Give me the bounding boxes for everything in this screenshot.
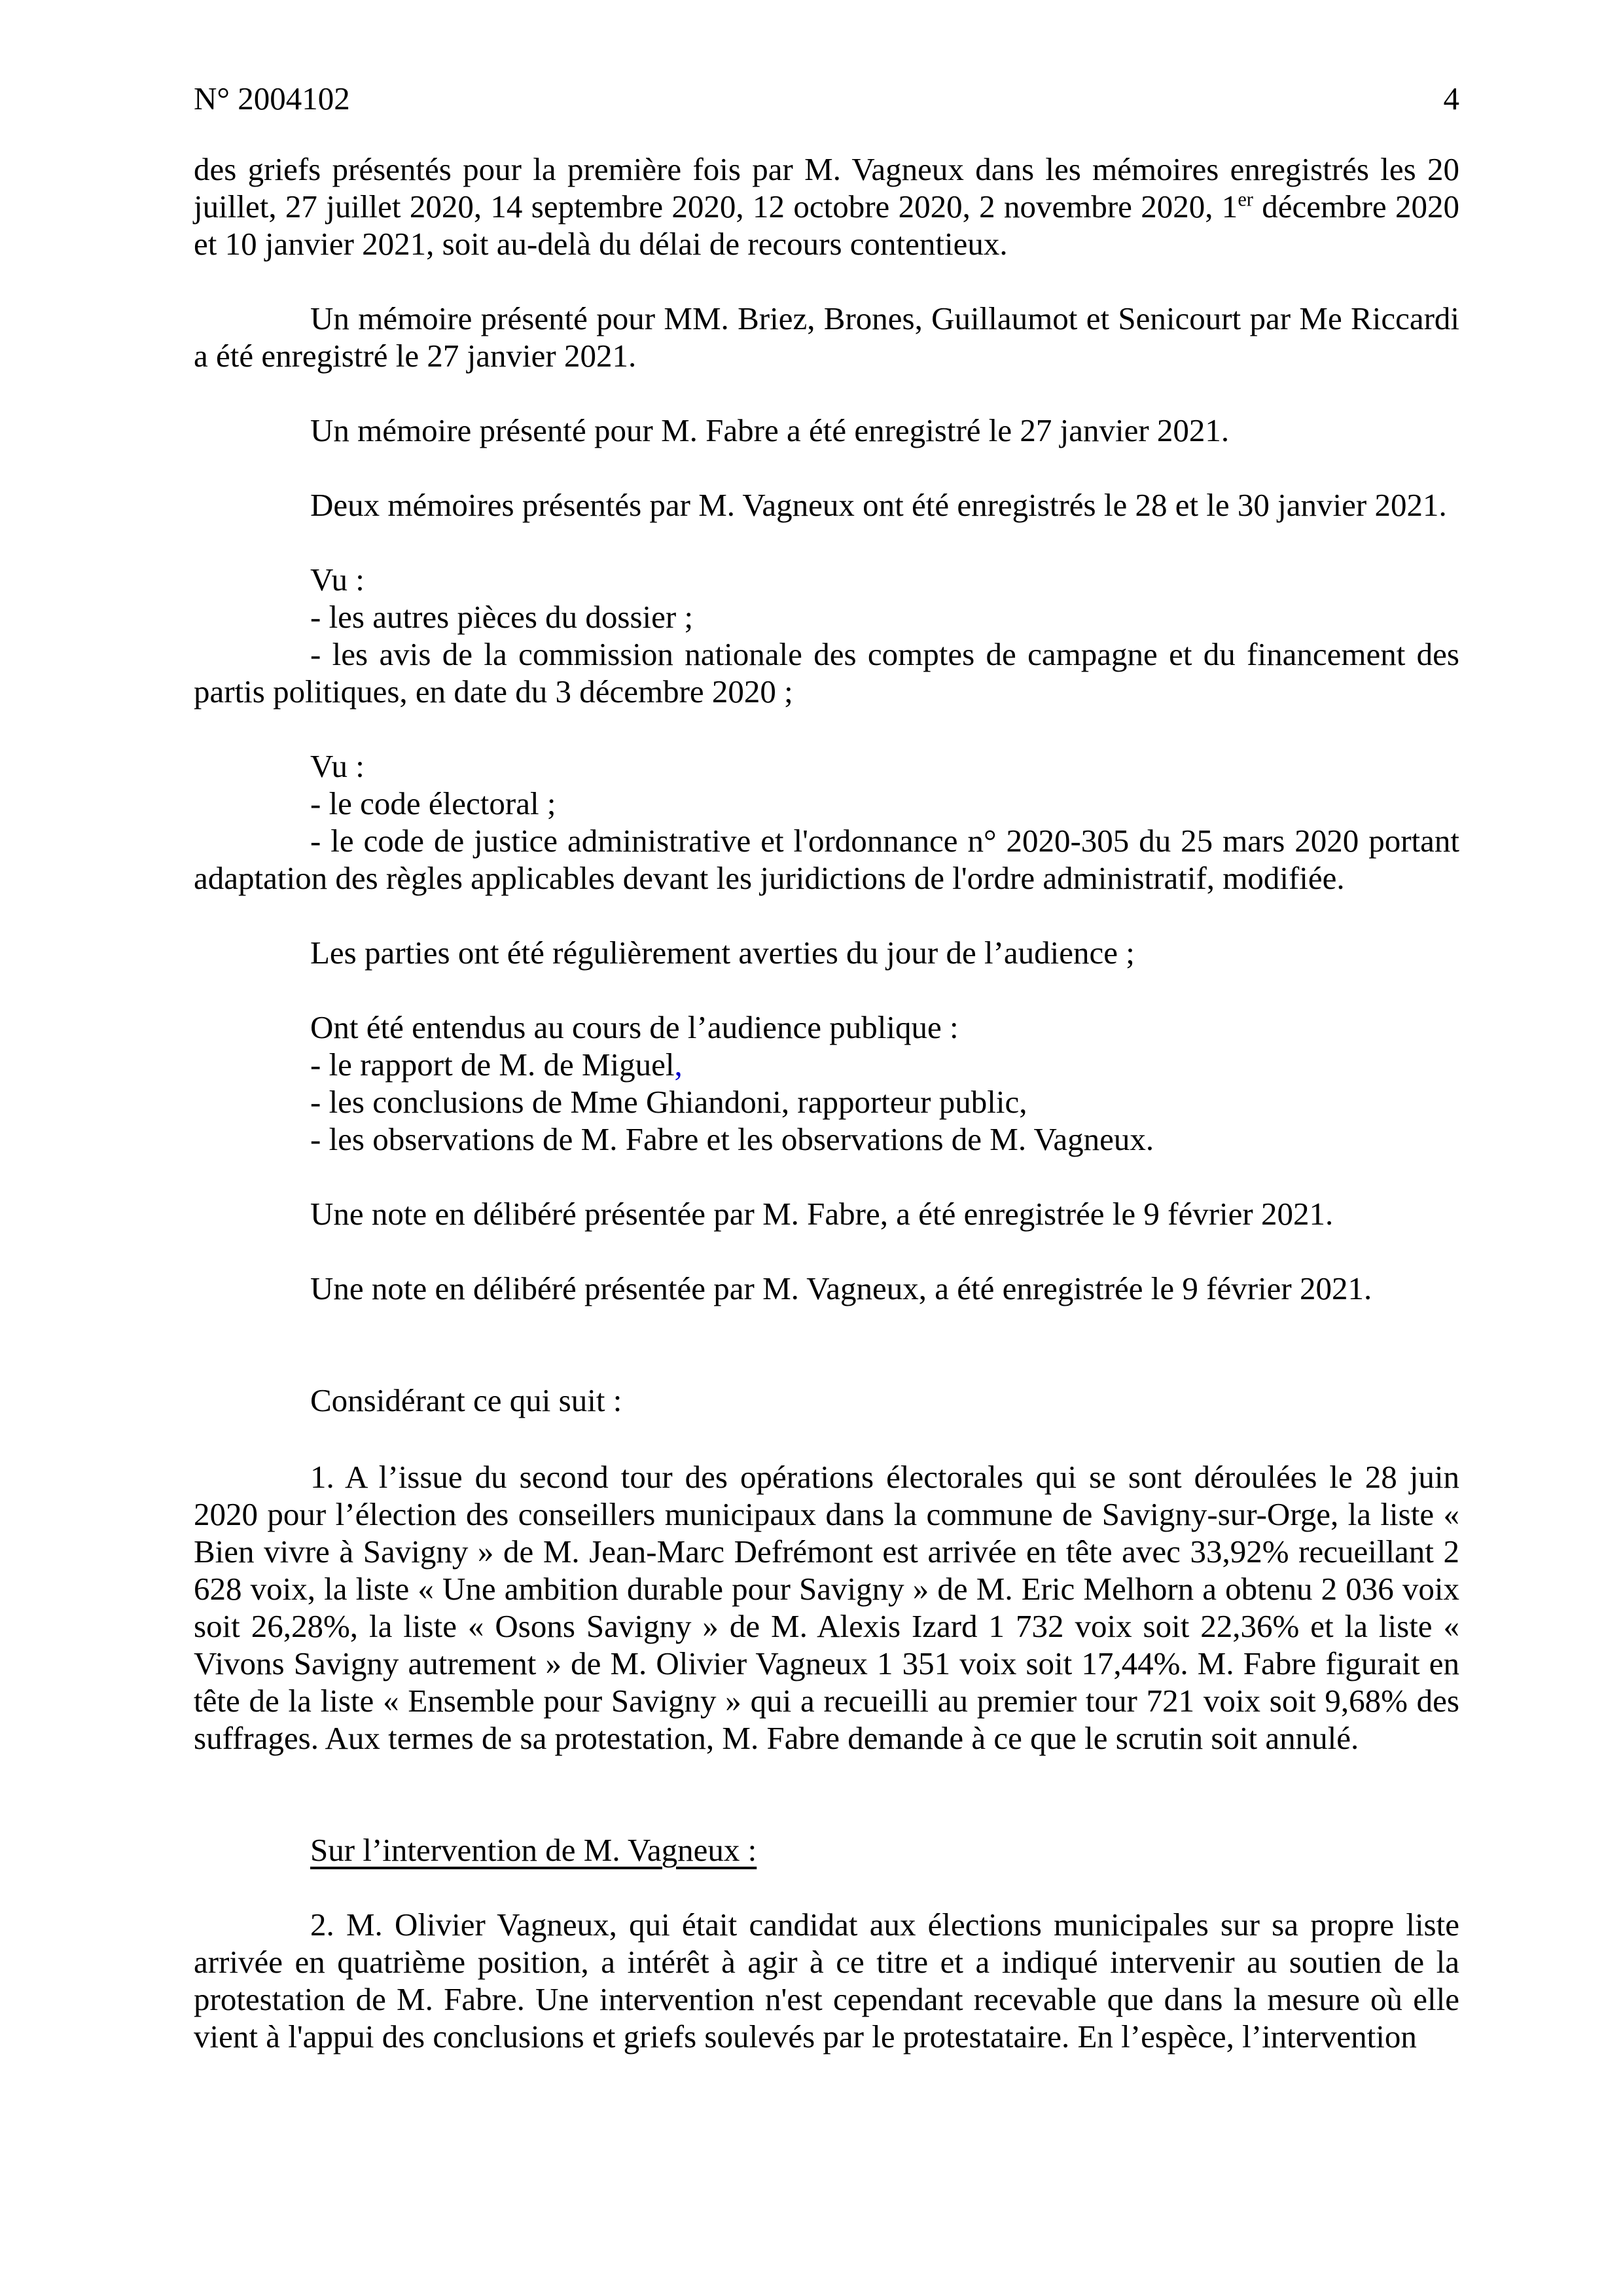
vu-item-pieces: - les autres pièces du dossier ; (310, 599, 694, 635)
section-heading-intervention (194, 1831, 1459, 1869)
vu-label: Vu : (310, 748, 365, 784)
page-header (194, 80, 1459, 117)
audience-block (194, 1009, 1459, 1158)
paragraph-parties-averties: Les parties ont été régulièrement averties du jour de l’audience ; (310, 935, 1135, 971)
griefs-text-end: décembre 2020 et 10 janvier 2021, soit au-delà du délai de recours contentieux. (194, 188, 1459, 262)
audience-item-rapport (194, 1046, 1459, 1083)
page-number: 4 (1443, 81, 1459, 117)
paragraph-memoire-mm: Un mémoire présenté pour MM. Briez, Brones, Guillaumot et Senicourt par Me Riccardi a été enregistré le 27 janvier 2021. (194, 300, 1459, 374)
griefs-text-start: des griefs présentés pour la première fois par M. Vagneux dans les mémoires enregistrés les 20 juillet, 27 juillet 2020, 14 septembre 2020, 12 octobre 2020, 2 novembre 2020, 1 (194, 151, 1459, 224)
rapport-text: - le rapport de M. de Miguel (310, 1047, 675, 1083)
paragraph-deux-memoires: Deux mémoires présentés par M. Vagneux ont été enregistrés le 28 et le 30 janvier 2021. (310, 487, 1447, 523)
vu-label: Vu : (310, 562, 365, 598)
paragraph-point-2: 2. M. Olivier Vagneux, qui était candidat aux élections municipales sur sa propre liste arrivée en quatrième position, a intérêt à agir à ce titre et a indiqué intervenir au soutien de la protestation de M. Fabre. Une intervention n'est cependant recevable que dans la mesure où elle vient à l'appui des conclusions et griefs soulevés par le protestataire. En l’espèce, l’intervention (194, 1907, 1459, 2054)
paragraph-griefs (194, 151, 1459, 262)
audience-item-observations: - les observations de M. Fabre et les observations de M. Vagneux. (310, 1121, 1154, 1157)
vu-item-code-electoral: - le code électoral ; (310, 785, 556, 821)
paragraph-note-vagneux: Une note en délibéré présentée par M. Vagneux, a été enregistrée le 9 février 2021. (310, 1270, 1372, 1306)
vu-item-code-justice: - le code de justice administrative et l'ordonnance n° 2020-305 du 25 mars 2020 portant adaptation des règles applicables devant les juridictions de l'ordre administratif, modifiée. (194, 823, 1459, 896)
paragraph-note-fabre: Une note en délibéré présentée par M. Fabre, a été enregistrée le 9 février 2021. (310, 1196, 1334, 1232)
vu-pieces-block (194, 561, 1459, 710)
case-number: N° 2004102 (194, 81, 350, 117)
paragraph-memoire-fabre: Un mémoire présenté pour M. Fabre a été enregistré le 27 janvier 2021. (310, 412, 1230, 448)
vu-codes-block (194, 747, 1459, 897)
vu-item-avis: - les avis de la commission nationale des comptes de campagne et du financement des partis politiques, en date du 3 décembre 2020 ; (194, 636, 1459, 709)
ordinal-superscript: er (1238, 188, 1253, 211)
blue-comma: , (674, 1047, 683, 1083)
audience-item-conclusions: - les conclusions de Mme Ghiandoni, rapporteur public, (310, 1084, 1027, 1120)
audience-intro: Ont été entendus au cours de l’audience publique : (310, 1009, 959, 1045)
heading-underlined-text: Sur l’intervention de M. Vagneux : (310, 1832, 757, 1868)
paragraph-considerant: Considérant ce qui suit : (310, 1382, 622, 1418)
paragraph-point-1: 1. A l’issue du second tour des opérations électorales qui se sont déroulées le 28 juin 2020 pour l’élection des conseillers municipaux dans la commune de Savigny-sur-Orge, la liste « Bien vivre à Savigny » de M. Jean-Marc Defrémont est arrivée en tête avec 33,92% recueillant 2 628 voix, la liste « Une ambition durable pour Savigny » de M. Eric Melhorn a obtenu 2 036 voix soit 26,28%, la liste « Osons Savigny » de M. Alexis Izard 1 732 voix soit 22,36% et la liste « Vivons Savigny autrement » de M. Olivier Vagneux 1 351 voix soit 17,44%. M. Fabre figurait en tête de la liste « Ensemble pour Savigny » qui a recueilli au premier tour 721 voix soit 9,68% des suffrages. Aux termes de sa protestation, M. Fabre demande à ce que le scrutin soit annulé. (194, 1459, 1459, 1756)
